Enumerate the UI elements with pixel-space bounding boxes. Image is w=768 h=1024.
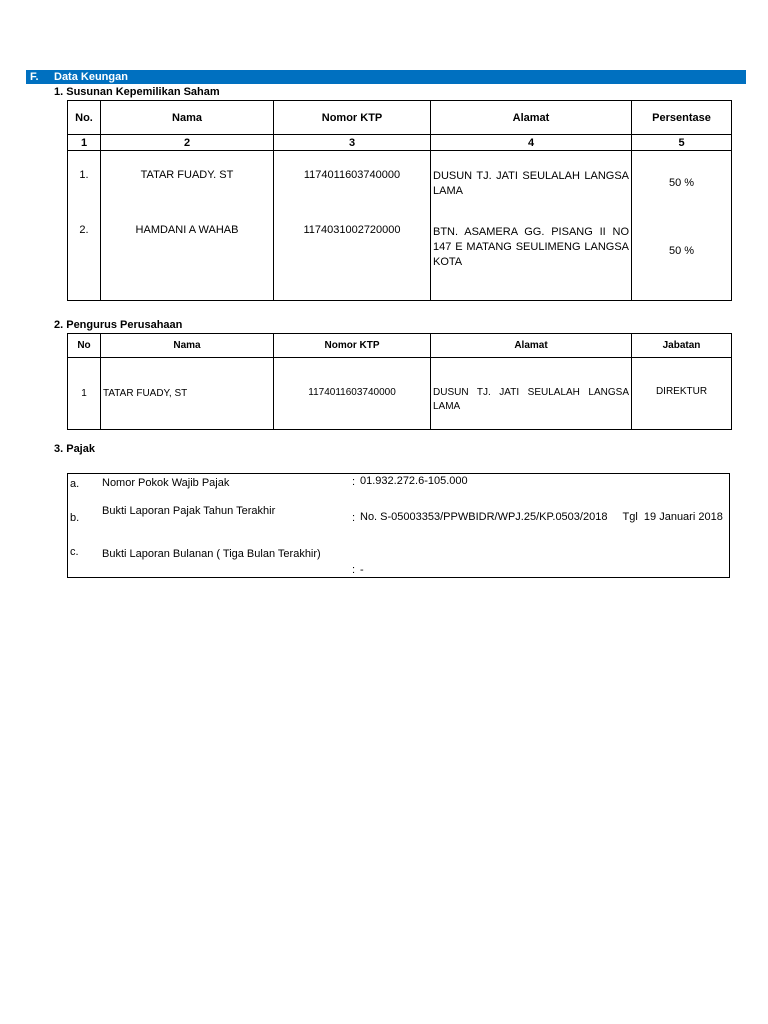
header-persentase: Persentase [632,101,732,135]
management-table [67,333,732,430]
section-letter: F. [30,71,39,83]
header-ktp: Nomor KTP [274,101,431,135]
header-nama: Nama [101,334,274,358]
tax-item-label: c. [70,546,79,558]
shareholder-name: HAMDANI A WAHAB [135,224,239,236]
shareholder-no: 2. [79,224,89,236]
header-alamat: Alamat [431,101,632,135]
column-number: 2 [101,135,274,151]
section-header-bar [26,70,746,84]
header-no: No. [68,101,101,135]
npwp-value: 01.932.272.6-105.000 [360,475,468,487]
manager-ktp: 1174011603740000 [274,358,431,430]
shareholder-name: TATAR FUADY. ST [140,169,234,181]
tax-item-desc: Bukti Laporan Pajak Tahun Terakhir [102,505,276,517]
header-jabatan: Jabatan [632,334,732,358]
management-heading: 2. Pengurus Perusahaan [54,319,183,331]
shareholder-no-cell [68,151,101,301]
manager-address: DUSUN TJ. JATI SEULALAH LANGSA LAMA [433,387,629,412]
tax-item-colon: : [352,476,356,488]
manager-position: DIREKTUR [632,358,732,430]
shareholder-address: BTN. ASAMERA GG. PISANG II NO 147 E MATANG SEULIMENG LANGSA KOTA [433,226,629,268]
tax-item-label: b. [70,512,80,524]
column-number: 4 [431,135,632,151]
tax-item-desc: Nomor Pokok Wajib Pajak [102,477,230,489]
shareholder-ktp: 1174031002720000 [303,224,401,236]
shareholder-ktp: 1174011603740000 [303,169,401,181]
section-title: Data Keungan [54,71,128,83]
monthly-tax-report-value: - [360,564,364,576]
shareholder-address-cell [431,151,632,301]
column-number: 1 [68,135,101,151]
annual-tax-report-value: No. S-05003353/PPWBIDR/WPJ.25/KP.0503/2018 Tgl 19 Januari 2018 [360,511,723,523]
shareholder-percentage: 50 % [668,177,695,189]
shareholder-percentage-cell [632,151,732,301]
column-number: 3 [274,135,431,151]
header-ktp: Nomor KTP [274,334,431,358]
manager-no: 1 [68,358,101,430]
tax-box [67,473,730,578]
shareholder-name-cell [101,151,274,301]
header-no: No [68,334,101,358]
tax-item-desc: Bukti Laporan Bulanan ( Tiga Bulan Terakhir) [102,548,321,560]
shareholders-table [67,100,732,301]
tax-item-label: a. [70,478,80,490]
manager-name: TATAR FUADY, ST [101,358,274,430]
header-nama: Nama [101,101,274,135]
shareholder-no: 1. [79,169,89,181]
shareholder-percentage: 50 % [668,245,695,257]
header-alamat: Alamat [431,334,632,358]
manager-address-cell [431,358,632,430]
shareholder-address: DUSUN TJ. JATI SEULALAH LANGSA LAMA [433,170,629,197]
tax-item-colon: : [352,564,356,576]
tax-heading: 3. Pajak [54,443,95,455]
shareholders-heading: 1. Susunan Kepemilikan Saham [54,86,220,98]
shareholder-ktp-cell [274,151,431,301]
column-number: 5 [632,135,732,151]
tax-item-colon: : [352,512,356,524]
